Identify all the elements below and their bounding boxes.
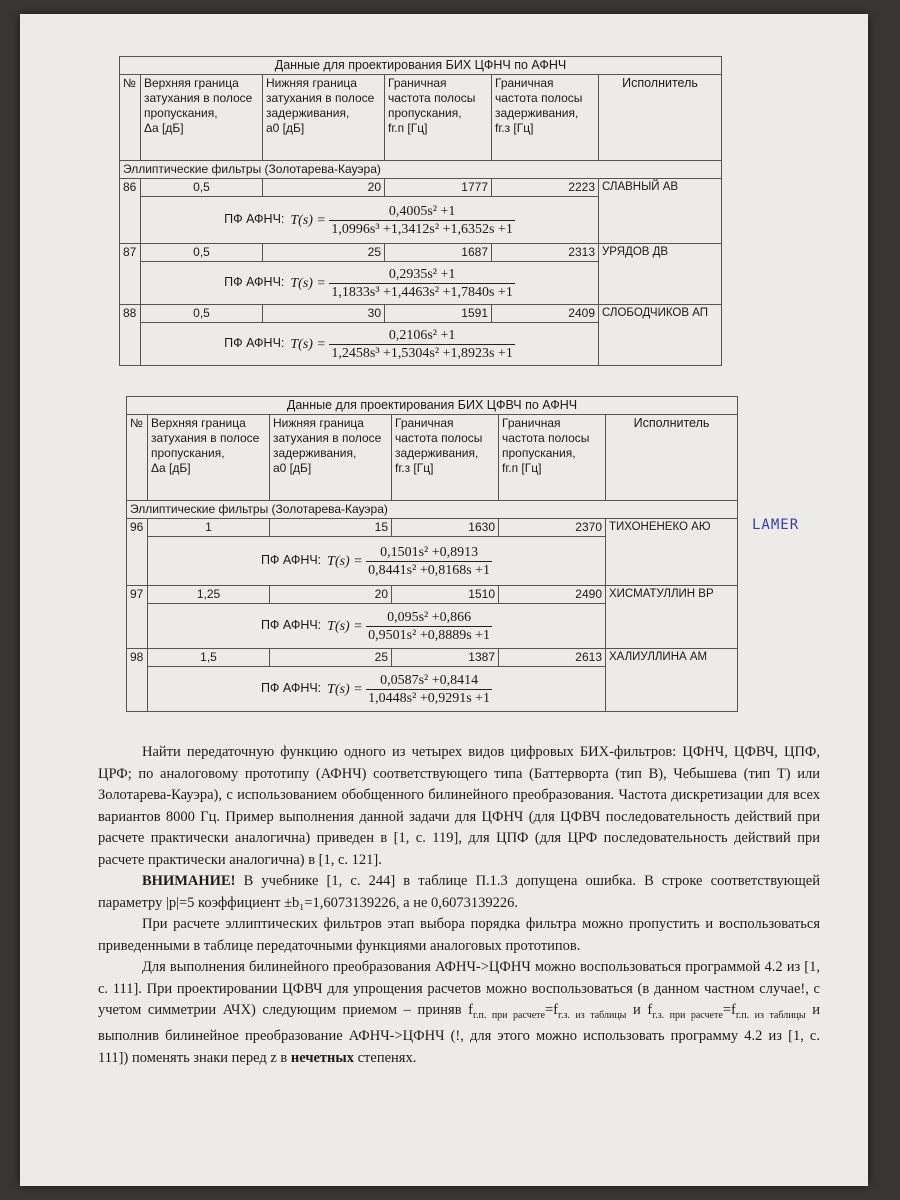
warning-text: В учебнике [1, с. 244] в таблице П.1.3 допущена ошибка. В строке соответствующей параметру |p|=5 коэффициент ±b₁=1,6073139226, а не 0,6073139226. bbox=[98, 873, 820, 911]
paragraph: Найти передаточную функцию одного из четырех видов цифровых БИХ-фильтров: ЦФНЧ, ЦФВЧ, ЦПФ, ЦРФ; по аналоговому прототипу (АФНЧ) соответствующего типа (Баттерворта (тип В), Чебышева (тип Т) или Золотарева-Кауэра), с использованием обобщенного билинейного преобразования. Частота дискретизации для всех вариантов 8000 Гц. Пример выполнения данной задачи для ЦФНЧ (для ЦФВЧ последовательность действий при расчете практически аналогична) приведен в [1, с. 119], для ЦПФ (для ЦРФ последовательность действий при расчете практически аналогична) в [1, с. 121]. bbox=[98, 744, 820, 868]
task-description bbox=[98, 742, 820, 1069]
cell-f1: 1687 bbox=[385, 244, 492, 262]
transfer-function: ПФ АФНЧ: T(s) = $\frac{\text{0,1501s² +0,8913}}{\text{0,8441s² +0,8168s +1}}$ bbox=[148, 537, 606, 586]
row-number: 96 bbox=[127, 519, 148, 586]
cell-executor: СЛАВНЫЙ АВ bbox=[599, 179, 722, 244]
hpf-table-title: Данные для проектирования БИХ ЦФВЧ по АФНЧ bbox=[127, 397, 738, 415]
cell-f1: 1510 bbox=[392, 586, 499, 604]
cell-f2: 2613 bbox=[499, 649, 606, 667]
header-num: № bbox=[127, 415, 148, 501]
cell-f2: 2370 bbox=[499, 519, 606, 537]
table-row bbox=[127, 519, 738, 537]
cell-da: 1 bbox=[148, 519, 270, 537]
cell-executor: СЛОБОДЧИКОВ АП bbox=[599, 305, 722, 366]
transfer-function: ПФ АФНЧ: T(s) = $\frac{\text{0,2935s² +1}}{\text{1,1833s³ +1,4463s² +1,7840s +1}}$ bbox=[141, 262, 599, 305]
transfer-function: ПФ АФНЧ: T(s) = $\frac{\text{0,2106s² +1}}{\text{1,2458s³ +1,5304s² +1,8923s +1}}$ bbox=[141, 323, 599, 366]
paragraph: Для выполнения билинейного преобразования АФНЧ->ЦФНЧ можно воспользоваться программой 4.2 из [1, с. 111]. При проектировании ЦФВЧ для упрощения расчетов можно воспользоваться (в данном частном случае!, с учетом симметрии АЧХ) следующим приемом – приняв $f_{г.п. при расчете}=f_{г.з. из таблицы}$ и $f_{г.з. при расчете}=f_{г.п. из таблицы}$ и выполнив билинейное преобразование АФНЧ->ЦФНЧ (!, для этого можно использовать программу 4.2 из [1, с. 111]) поменять знаки перед z в нечетных степенях. bbox=[98, 959, 821, 1066]
cell-a0: 25 bbox=[270, 649, 392, 667]
lpf-table bbox=[119, 56, 722, 366]
handwritten-note: LAMER bbox=[752, 517, 800, 533]
table-row bbox=[120, 179, 722, 197]
row-number: 87 bbox=[120, 244, 141, 305]
cell-f2: 2409 bbox=[492, 305, 599, 323]
header-num: № bbox=[120, 75, 141, 161]
hpf-table bbox=[126, 396, 738, 712]
cell-a0: 30 bbox=[263, 305, 385, 323]
cell-da: 0,5 bbox=[141, 305, 263, 323]
header-f-pass: Граничная частота полосы пропускания, fг.п [Гц] bbox=[385, 75, 492, 161]
lpf-header-row bbox=[120, 75, 722, 161]
cell-da: 1,5 bbox=[148, 649, 270, 667]
cell-a0: 15 bbox=[270, 519, 392, 537]
header-executor: Исполнитель bbox=[599, 75, 722, 161]
cell-executor: ХИСМАТУЛЛИН ВР bbox=[606, 586, 738, 649]
cell-da: 1,25 bbox=[148, 586, 270, 604]
header-f-pass: Граничная частота полосы пропускания, fг.п [Гц] bbox=[499, 415, 606, 501]
table-row bbox=[120, 305, 722, 323]
header-f-stop: Граничная частота полосы задерживания, fг.з [Гц] bbox=[392, 415, 499, 501]
hpf-header-row bbox=[127, 415, 738, 501]
cell-da: 0,5 bbox=[141, 244, 263, 262]
cell-f1: 1630 bbox=[392, 519, 499, 537]
row-number: 86 bbox=[120, 179, 141, 244]
transfer-function: ПФ АФНЧ: T(s) = $\frac{\text{0,0587s² +0,8414}}{\text{1,0448s² +0,9291s +1}}$ bbox=[148, 667, 606, 712]
table-row bbox=[127, 649, 738, 667]
row-number: 98 bbox=[127, 649, 148, 712]
transfer-function: ПФ АФНЧ: T(s) = $\frac{\text{0,4005s² +1}}{\text{1,0996s³ +1,3412s² +1,6352s +1}}$ bbox=[141, 197, 599, 244]
warning-label: ВНИМАНИЕ! bbox=[142, 873, 236, 889]
row-number: 97 bbox=[127, 586, 148, 649]
cell-a0: 25 bbox=[263, 244, 385, 262]
paragraph: При расчете эллиптических фильтров этап выбора порядка фильтра можно пропустить и воспользоваться приведенными в таблице передаточными функциями аналоговых прототипов. bbox=[98, 916, 820, 954]
cell-executor: УРЯДОВ ДВ bbox=[599, 244, 722, 305]
header-upper: Верхняя граница затухания в полосе пропускания, Δa [дБ] bbox=[148, 415, 270, 501]
cell-f1: 1777 bbox=[385, 179, 492, 197]
cell-f1: 1387 bbox=[392, 649, 499, 667]
header-f-stop: Граничная частота полосы задерживания, fг.з [Гц] bbox=[492, 75, 599, 161]
header-executor: Исполнитель bbox=[606, 415, 738, 501]
cell-executor: ХАЛИУЛЛИНА АМ bbox=[606, 649, 738, 712]
row-number: 88 bbox=[120, 305, 141, 366]
paragraph-warning bbox=[98, 871, 820, 914]
cell-executor: ТИХОНЕНЕКО АЮ bbox=[606, 519, 738, 586]
cell-a0: 20 bbox=[263, 179, 385, 197]
section-title: Эллиптические фильтры (Золотарева-Кауэра) bbox=[120, 161, 722, 179]
cell-f2: 2313 bbox=[492, 244, 599, 262]
header-upper: Верхняя граница затухания в полосе пропускания, Δa [дБ] bbox=[141, 75, 263, 161]
section-title: Эллиптические фильтры (Золотарева-Кауэра) bbox=[127, 501, 738, 519]
cell-a0: 20 bbox=[270, 586, 392, 604]
header-lower: Нижняя граница затухания в полосе задерживания, a0 [дБ] bbox=[270, 415, 392, 501]
table-row bbox=[120, 244, 722, 262]
cell-f2: 2490 bbox=[499, 586, 606, 604]
cell-da: 0,5 bbox=[141, 179, 263, 197]
table-row bbox=[127, 586, 738, 604]
cell-f1: 1591 bbox=[385, 305, 492, 323]
cell-f2: 2223 bbox=[492, 179, 599, 197]
transfer-function: ПФ АФНЧ: T(s) = $\frac{\text{0,095s² +0,866}}{\text{0,9501s² +0,8889s +1}}$ bbox=[148, 604, 606, 649]
header-lower: Нижняя граница затухания в полосе задерживания, a0 [дБ] bbox=[263, 75, 385, 161]
lpf-table-title: Данные для проектирования БИХ ЦФНЧ по АФНЧ bbox=[120, 57, 722, 75]
